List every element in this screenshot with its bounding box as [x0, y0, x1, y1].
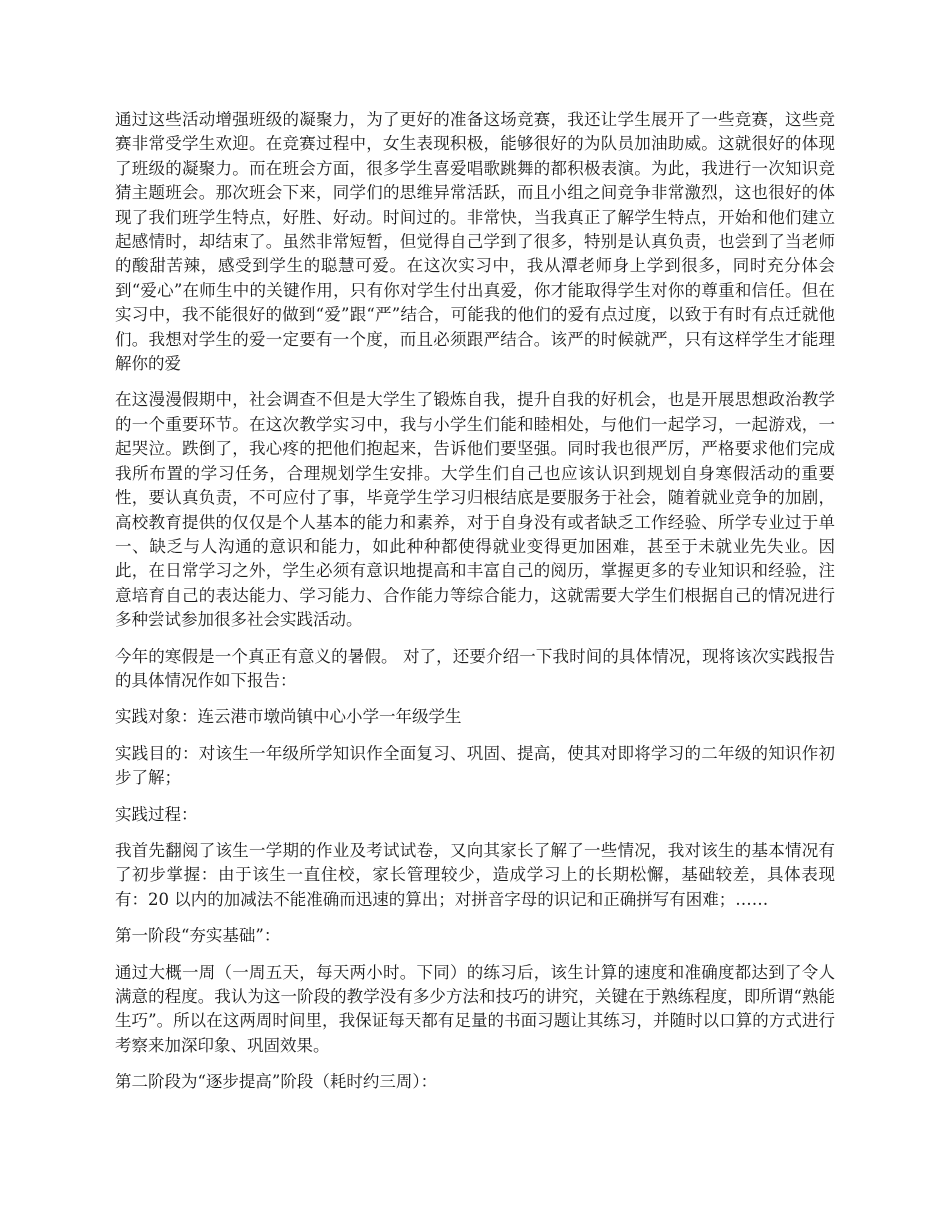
paragraph-class-cohesion: 通过这些活动增强班级的凝聚力，为了更好的准备这场竞赛，我还让学生展开了一些竞赛，这些竞赛非常受学生欢迎。在竞赛过程中，女生表现积极，能够很好的为队员加油助威。这就很好的体现了班级的凝聚力。而在班会方面，很多学生喜爱唱歌跳舞的都积极表演。为此，我进行一次知识竞猜主题班会。那次班会下来，同学们的思维异常活跃，而且小组之间竞争非常激烈，这也很好的体现了我们班学生特点，好胜、好动。时间过的。非常快，当我真正了解学生特点，开始和他们建立起感情时，却结束了。虽然非常短暂，但觉得自己学到了很多，特别是认真负责，也尝到了当老师的酸甜苦辣，感受到学生的聪慧可爱。在这次实习中，我从潭老师身上学到很多，同时充分体会到“爱心”在师生中的关键作用，只有你对学生付出真爱，你才能取得学生对你的尊重和信任。但在实习中，我不能很好的做到“爱”跟“严”结合，可能我的他们的爱有点过度，以致于有时有点迁就他们。我想对学生的爱一定要有一个度，而且必须跟严结合。该严的时候就严，只有这样学生才能理解你的爱 [115, 110, 835, 374]
paragraph-social-practice: 在这漫漫假期中，社会调查不但是大学生了锻炼自我，提升自我的好机会，也是开展思想政治教学的一个重要环节。在这次教学实习中，我与小学生们能和睦相处，与他们一起学习，一起游戏，一起哭泣。跌倒了，我心疼的把他们抱起来，告诉他们要坚强。同时我也很严厉，严格要求他们完成我所布置的学习任务，合理规划学生安排。大学生们自己也应该认识到规划自身寒假活动的重要性，要认真负责，不可应付了事，毕竟学生学习归根结底是要服务于社会，随着就业竞争的加剧，高校教育提供的仅仅是个人基本的能力和素养，对于自身没有或者缺乏工作经验、所学专业过于单一、缺乏与人沟通的意识和能力，如此种种都使得就业变得更加困难，甚至于未就业先失业。因此，在日常学习之外，学生必须有意识地提高和丰富自己的阅历，掌握更多的专业知识和经验，注意培育自己的表达能力、学习能力、合作能力等综合能力，这就需要大学生们根据自己的情况进行多种尝试参加很多社会实践活动。 [115, 390, 835, 630]
paragraph-practice-subject: 实践对象：连云港市墩尚镇中心小学一年级学生 [115, 707, 462, 727]
paragraph-report-intro: 今年的寒假是一个真正有意义的暑假。 对了，还要介绍一下我时间的具体情况，现将该次实践报告的具体情况作如下报告： [115, 646, 835, 690]
document-body [115, 108, 835, 1107]
paragraph-practice-purpose: 实践目的：对该生一年级所学知识作全面复习、巩固、提高，使其对即将学习的二年级的知识作初步了解； [115, 743, 835, 788]
paragraph-stage-two-heading: 第二阶段为“逐步提高”阶段（耗时约三周）： [115, 1072, 438, 1092]
paragraph-practice-process-heading: 实践过程： [115, 804, 198, 824]
paragraph-stage-one-detail: 通过大概一周（一周五天，每天两小时。下同）的练习后，该生计算的速度和准确度都达到了令人满意的程度。我认为这一阶段的教学没有多少方法和技巧的讲究，关键在于熟练程度，即所谓“熟能生巧”。所以在这两周时间里，我保证每天都有足量的书面习题让其练习，并随时以口算的方式进行考察来加深印象、巩固效果。 [115, 962, 835, 1055]
paragraph-initial-assessment: 我首先翻阅了该生一学期的作业及考试试卷，又向其家长了解了一些情况，我对该生的基本情况有了初步掌握：由于该生一直住校，家长管理较少，造成学习上的长期松懈，基础较差，具体表现有：20 以内的加减法不能准确而迅速的算出；对拼音字母的识记和正确拼写有困难；…… [115, 840, 835, 909]
paragraph-stage-one-heading: 第一阶段“夯实基础”： [115, 926, 281, 946]
